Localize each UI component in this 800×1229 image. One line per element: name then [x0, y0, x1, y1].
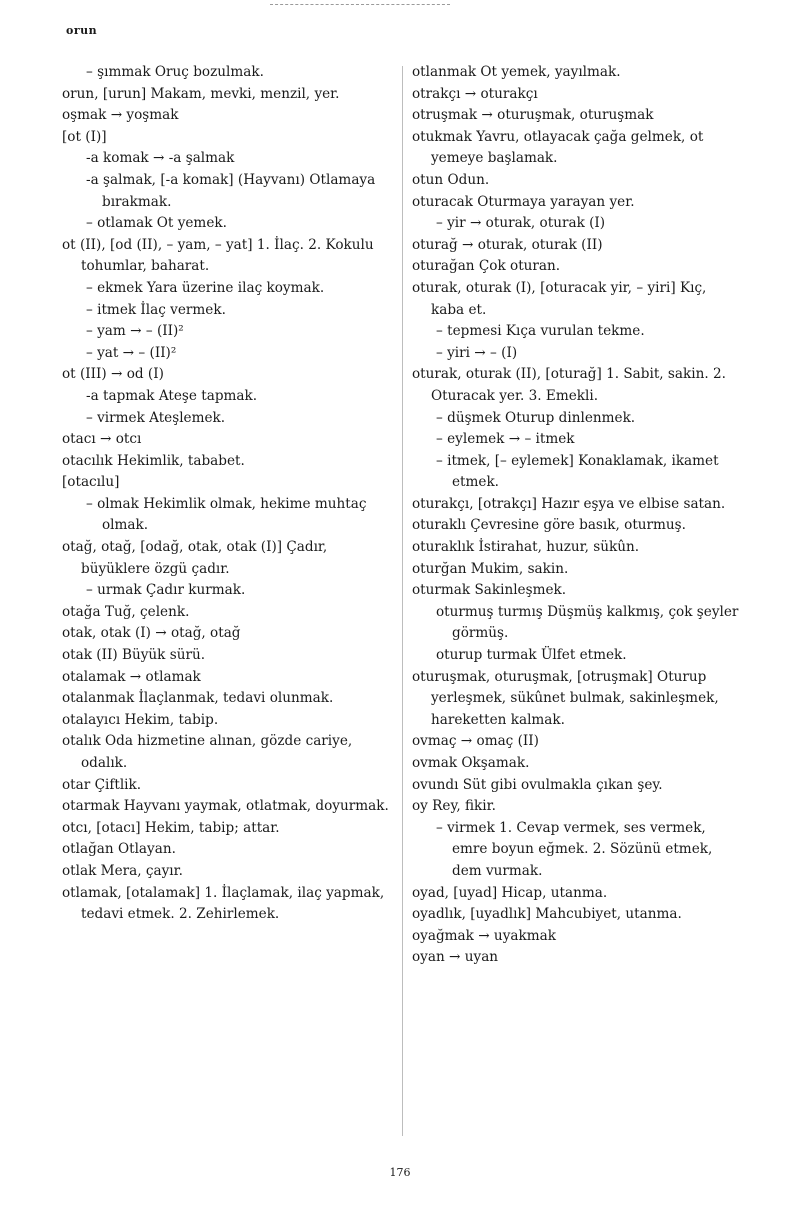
left-column — [62, 62, 397, 926]
dictionary-entry: oturakçı, [otrakçı] Hazır eşya ve elbise satan. — [412, 495, 726, 512]
sub-entry: -a komak → -a şalmak — [86, 150, 235, 167]
sub-entry: – urmak Çadır kurmak. — [86, 582, 246, 599]
dictionary-entry: oturak, oturak (I), [oturacak yir, – yiri] Kıç, kaba et. — [412, 279, 707, 318]
dictionary-entry: oy Rey, fikir. — [412, 798, 496, 815]
sub-entry: – virmek 1. Cevap vermek, ses vermek, emre boyun eğmek. 2. Sözünü etmek, dem vurmak. — [436, 819, 713, 879]
dictionary-entry: ot (II), [od (II), – yam, – yat] 1. İlaç. 2. Kokulu tohumlar, baharat. — [62, 236, 374, 275]
sub-entry: – tepmesi Kıça vurulan tekme. — [436, 323, 645, 340]
sub-entry: – ekmek Yara üzerine ilaç koymak. — [86, 279, 325, 296]
dictionary-entry: ovundı Süt gibi ovulmakla çıkan şey. — [412, 776, 663, 793]
dictionary-entry: otağ, otağ, [odağ, otak, otak (I)] Çadır, büyüklere özgü çadır. — [62, 539, 328, 577]
dictionary-entry: otlağan Otlayan. — [62, 841, 176, 858]
dictionary-entry: oyadlık, [uyadlık] Mahcubiyet, utanma. — [412, 906, 682, 923]
right-column — [412, 62, 742, 969]
dictionary-entry: oturacak Oturmaya yarayan yer. — [412, 193, 635, 210]
sub-entry: – itmek İlaç vermek. — [86, 301, 226, 318]
top-rule — [270, 4, 450, 6]
dictionary-entry: otarmak Hayvanı yaymak, otlatmak, doyurmak. — [62, 798, 389, 815]
dictionary-entry: otalık Oda hizmetine alınan, gözde cariye, odalık. — [62, 733, 353, 771]
dictionary-entry: orun, [urun] Makam, mevki, menzil, yer. — [62, 85, 340, 102]
dictionary-entry: otcı, [otacı] Hekim, tabip; attar. — [62, 819, 280, 836]
sub-entry: – olmak Hekimlik olmak, hekime muhtaç olmak. — [86, 495, 367, 534]
dictionary-entry: otalanmak İlaçlanmak, tedavi olunmak. — [62, 690, 334, 707]
dictionary-entry: otlamak, [otalamak] 1. İlaçlamak, ilaç yapmak, tedavi etmek. 2. Zehirlemek. — [62, 884, 385, 923]
running-header: orun — [66, 24, 98, 37]
dictionary-entry: ovmaç → omaç (II) — [412, 733, 539, 750]
dictionary-entry: otak, otak (I) → otağ, otağ — [62, 625, 241, 642]
page-number: 176 — [389, 1166, 411, 1179]
dictionary-entry: otalayıcı Hekim, tabip. — [62, 711, 219, 728]
sub-entry: oturmuş turmış Düşmüş kalkmış, çok şeyler görmüş. — [436, 603, 739, 642]
dictionary-entry: oturaklı Çevresine göre basık, oturmuş. — [412, 517, 686, 534]
dictionary-entry: otun Odun. — [412, 171, 490, 188]
dictionary-entry: ovmak Okşamak. — [412, 755, 530, 771]
sub-entry: – virmek Ateşlemek. — [86, 409, 226, 426]
sub-entry: – yat → – (II)² — [86, 344, 177, 361]
dictionary-entry: oyan → uyan — [412, 949, 499, 966]
dictionary-entry: oturuşmak, oturuşmak, [otruşmak] Oturup yerleşmek, sükûnet bulmak, sakinleşmek, hareketten kalmak. — [412, 668, 719, 728]
sub-entry: oturup turmak Ülfet etmek. — [436, 647, 627, 664]
sub-entry: – yir → oturak, oturak (I) — [436, 215, 606, 232]
dictionary-entry: otar Çiftlik. — [62, 776, 142, 793]
sub-entry: – otlamak Ot yemek. — [86, 215, 227, 232]
dictionary-entry: otacılık Hekimlik, tababet. — [62, 452, 245, 469]
dictionary-entry: oyad, [uyad] Hicap, utanma. — [412, 884, 608, 901]
dictionary-entry: oturaklık İstirahat, huzur, sükûn. — [412, 539, 640, 556]
sub-entry: – şımmak Oruç bozulmak. — [86, 64, 264, 80]
dictionary-entry: [ot (I)] — [62, 128, 107, 145]
sub-entry: -a tapmak Ateşe tapmak. — [86, 387, 258, 404]
dictionary-entry: otağa Tuğ, çelenk. — [62, 603, 190, 620]
dictionary-entry: otacı → otcı — [62, 431, 142, 448]
dictionary-entry: oturmak Sakinleşmek. — [412, 582, 567, 599]
dictionary-entry: otak (II) Büyük sürü. — [62, 647, 206, 664]
sub-entry: – itmek, [– eylemek] Konaklamak, ikamet etmek. — [436, 452, 719, 491]
column-divider — [402, 66, 403, 1136]
dictionary-entry: oturğan Mukim, sakin. — [412, 560, 569, 577]
dictionary-entry: ot (III) → od (I) — [62, 366, 164, 383]
dictionary-entry: otlak Mera, çayır. — [62, 862, 183, 879]
dictionary-entry: otlanmak Ot yemek, yayılmak. — [412, 64, 621, 80]
sub-entry: – yam → – (II)² — [86, 323, 184, 340]
dictionary-entry: oturağan Çok oturan. — [412, 258, 561, 275]
dictionary-entry: otukmak Yavru, otlayacak çağa gelmek, ot yemeye başlamak. — [412, 128, 704, 167]
dictionary-entry: otalamak → otlamak — [62, 668, 201, 685]
dictionary-entry: [otacılu] — [62, 474, 120, 491]
sub-entry: – düşmek Oturup dinlenmek. — [436, 409, 636, 426]
sub-entry: – yiri → – (I) — [436, 344, 518, 361]
sub-entry: – eylemek → – itmek — [436, 431, 575, 448]
dictionary-entry: oturak, oturak (II), [oturağ] 1. Sabit, sakin. 2. Oturacak yer. 3. Emekli. — [412, 366, 726, 404]
dictionary-entry: otrakçı → oturakçı — [412, 85, 538, 102]
dictionary-entry: otruşmak → oturuşmak, oturuşmak — [412, 107, 654, 124]
dictionary-entry: oturağ → oturak, oturak (II) — [412, 236, 603, 253]
dictionary-entry: oyağmak → uyakmak — [412, 927, 556, 944]
sub-entry: -a şalmak, [-a komak] (Hayvanı) Otlamaya bırakmak. — [86, 171, 376, 210]
dictionary-entry: oşmak → yoşmak — [62, 107, 179, 124]
